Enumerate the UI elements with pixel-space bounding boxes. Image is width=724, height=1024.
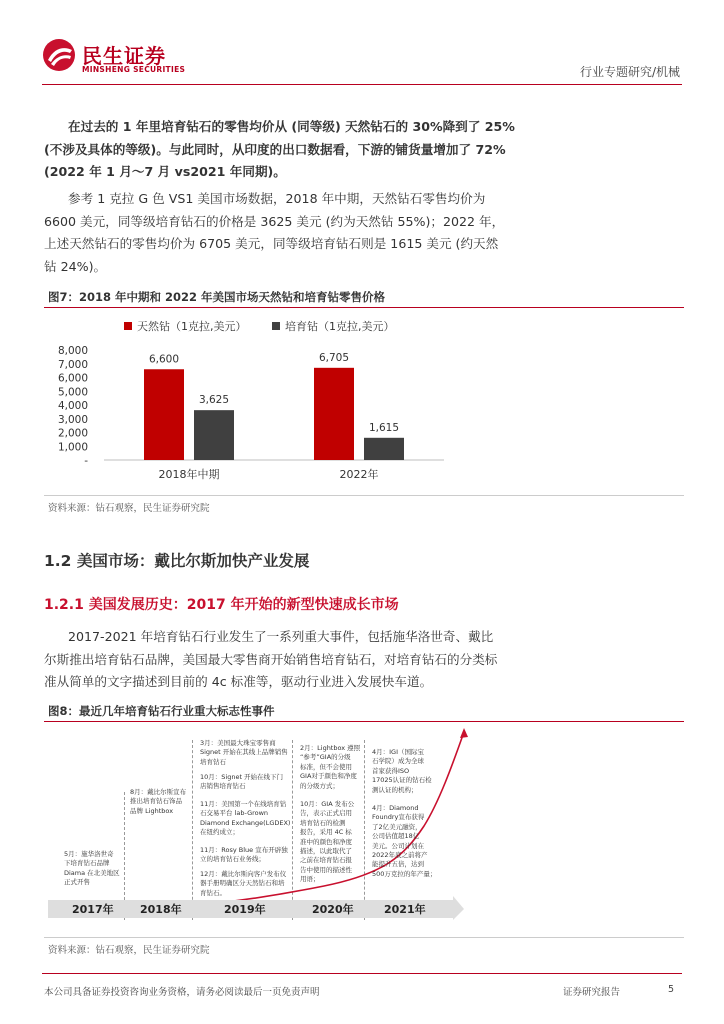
body-line: 6600 美元，同等级培育钻石的价格是 3625 美元 (约为天然钻 55%)；2022 年， (44, 213, 505, 229)
header-divider (42, 84, 682, 85)
year-label: 2020年 (312, 903, 354, 916)
year-label: 2018年 (140, 903, 182, 916)
legend-swatch (272, 322, 280, 330)
logo-chinese-name: 民生证券 (82, 44, 166, 68)
figure8-source: 资料来源：钻石观察，民生证券研究院 (48, 945, 210, 956)
summary-paragraph (44, 116, 712, 184)
section-line: 准从简单的文字描述到目前的 4c 标准等，驱动行业进入发展快车道。 (44, 674, 433, 689)
figure8-bottom-rule (44, 937, 684, 938)
figure7-source: 资料来源：钻石观察，民生证券研究院 (48, 503, 210, 514)
y-tick-label: - (84, 455, 88, 467)
section-line: 2017-2021 年培育钻石行业发生了一系列重大事件，包括施华洛世奇、戴比 (68, 629, 494, 644)
minsheng-logo-icon (42, 38, 76, 72)
event-note-2020-february: 2月：Lightbox 遵照 “参考”GIA的分级 标准，但不会使用 GIA对于颜色和净度 的分级方式； (300, 744, 361, 790)
year-label: 2019年 (224, 903, 266, 916)
year-label: 2021年 (384, 903, 426, 916)
page-number: 5 (668, 984, 675, 995)
legend-swatch (124, 322, 132, 330)
y-tick-label: 6,000 (57, 372, 88, 385)
figure8-top-rule (44, 721, 684, 722)
y-tick-label: 5,000 (57, 386, 88, 399)
x-category-label: 2018年中期 (158, 468, 220, 481)
footer-divider (42, 973, 682, 974)
y-tick-label: 2,000 (57, 427, 88, 440)
event-note-2020-october: 10月：GIA 发布公 告，表示正式启用 培育钻石的检测 报告，采用 4C 标 准中的颜色和净度 描述，以此取代了 之前在培育钻石报 告中使用的描述性 用语； (300, 800, 355, 884)
event-note-2017: 5月：施华洛世奇 下培育钻石品牌 Diama 在北美地区 正式开售 (64, 850, 120, 887)
event-note-2019-october: 10月：Signet 开始在线下门 店销售培育钻石 (200, 773, 284, 791)
section-heading: 1.2 美国市场：戴比尔斯加快产业发展 (44, 552, 310, 570)
event-note-2021-diamond-foundry: 4月：Diamond Foundry宣布获得 了2亿美元融资， 公司估值超18亿 美元。公司计划在 2022年底之前将产 能提升五倍，达到 500万克拉的年产量； (372, 804, 437, 878)
legend-label: 培育钻（1克拉,美元） (285, 320, 395, 333)
figure8-title: 图8：最近几年培育钻石行业重大标志性事件 (48, 704, 275, 718)
summary-line: 在过去的 1 年里培育钻石的零售均价从 (同等级) 天然钻石的 30%降到了 25% (68, 119, 515, 134)
event-note-2019-november-lgdex: 11月：美国第一个在线培育钻 石交易平台 lab-Grown Diamond Exchange(LGDEX) 在纽约成立； (200, 800, 291, 837)
bar-lab-grown (364, 438, 404, 460)
event-note-2019-december: 12月：戴比尔斯向客户发布仪 器手册明确区分天然钻石和培 育钻石。 (200, 870, 287, 897)
summary-line: (2022 年 1 月～7 月 vs2021 年同期)。 (44, 164, 286, 179)
section-paragraph (44, 626, 712, 694)
event-note-2018: 8月：戴比尔斯宣布 推出培育钻石饰品 品牌 Lightbox (130, 788, 187, 815)
bar-lab-grown (194, 410, 234, 460)
body-paragraph (44, 188, 712, 278)
y-tick-label: 3,000 (57, 413, 88, 426)
data-label: 6,600 (148, 353, 180, 366)
event-note-2019-march: 3月：美国最大珠宝零售商 Signet 开始在其线上品牌销售 培育钻石 (200, 739, 288, 766)
figure7-title: 图7：2018 年中期和 2022 年美国市场天然钻和培育钻零售价格 (48, 290, 386, 304)
data-label: 6,705 (318, 351, 350, 364)
year-label: 2017年 (72, 903, 114, 916)
figure8-timeline (44, 726, 684, 932)
figure7-bar-chart (44, 312, 684, 492)
y-tick-label: 7,000 (57, 358, 88, 371)
subsection-heading: 1.2.1 美国发展历史：2017 年开始的新型快速成长市场 (44, 597, 399, 613)
body-line: 上述天然钻石的零售均价为 6705 美元，同等级培育钻石则是 1615 美元 (约天然 (44, 236, 499, 251)
figure7-bottom-rule (44, 495, 684, 496)
legend-label: 天然钻（1克拉,美元） (137, 320, 247, 333)
footer-disclaimer: 本公司具备证券投资咨询业务资格，请务必阅读最后一页免责声明 (44, 987, 320, 998)
body-line: 钻 24%)。 (44, 258, 107, 274)
bar-natural (314, 368, 354, 460)
event-note-2019-november-rosyblue: 11月：Rosy Blue 宣布开辟独 立的培育钻石业务线； (200, 846, 288, 864)
data-label: 1,615 (368, 421, 400, 434)
report-type: 行业专题研究/机械 (579, 65, 680, 79)
footer-report-label: 证券研究报告 (563, 987, 621, 998)
logo-english-name: MINSHENG SECURITIES (82, 65, 186, 74)
y-tick-label: 4,000 (57, 400, 88, 412)
bar-natural (144, 369, 184, 460)
summary-line: (不涉及具体的等级)。与此同时，从印度的出口数据看，下游的铺货量增加了 72% (44, 141, 506, 157)
body-line: 参考 1 克拉 G 色 VS1 美国市场数据，2018 年中期，天然钻石零售均价为 (68, 191, 486, 206)
data-label: 3,625 (198, 394, 230, 407)
y-tick-label: 1,000 (57, 441, 88, 454)
event-note-2021-igi: 4月：IGI（国际宝 石学院）成为全球 首家获得ISO 17025认证的钻石检 测认证的机构； (372, 748, 432, 794)
section-line: 尔斯推出培育钻石品牌，美国最大零售商开始销售培育钻石，对培育钻石的分类标 (44, 651, 498, 667)
figure7-top-rule (44, 307, 684, 308)
x-category-label: 2022年 (339, 468, 379, 481)
y-tick-label: 8,000 (57, 345, 88, 357)
